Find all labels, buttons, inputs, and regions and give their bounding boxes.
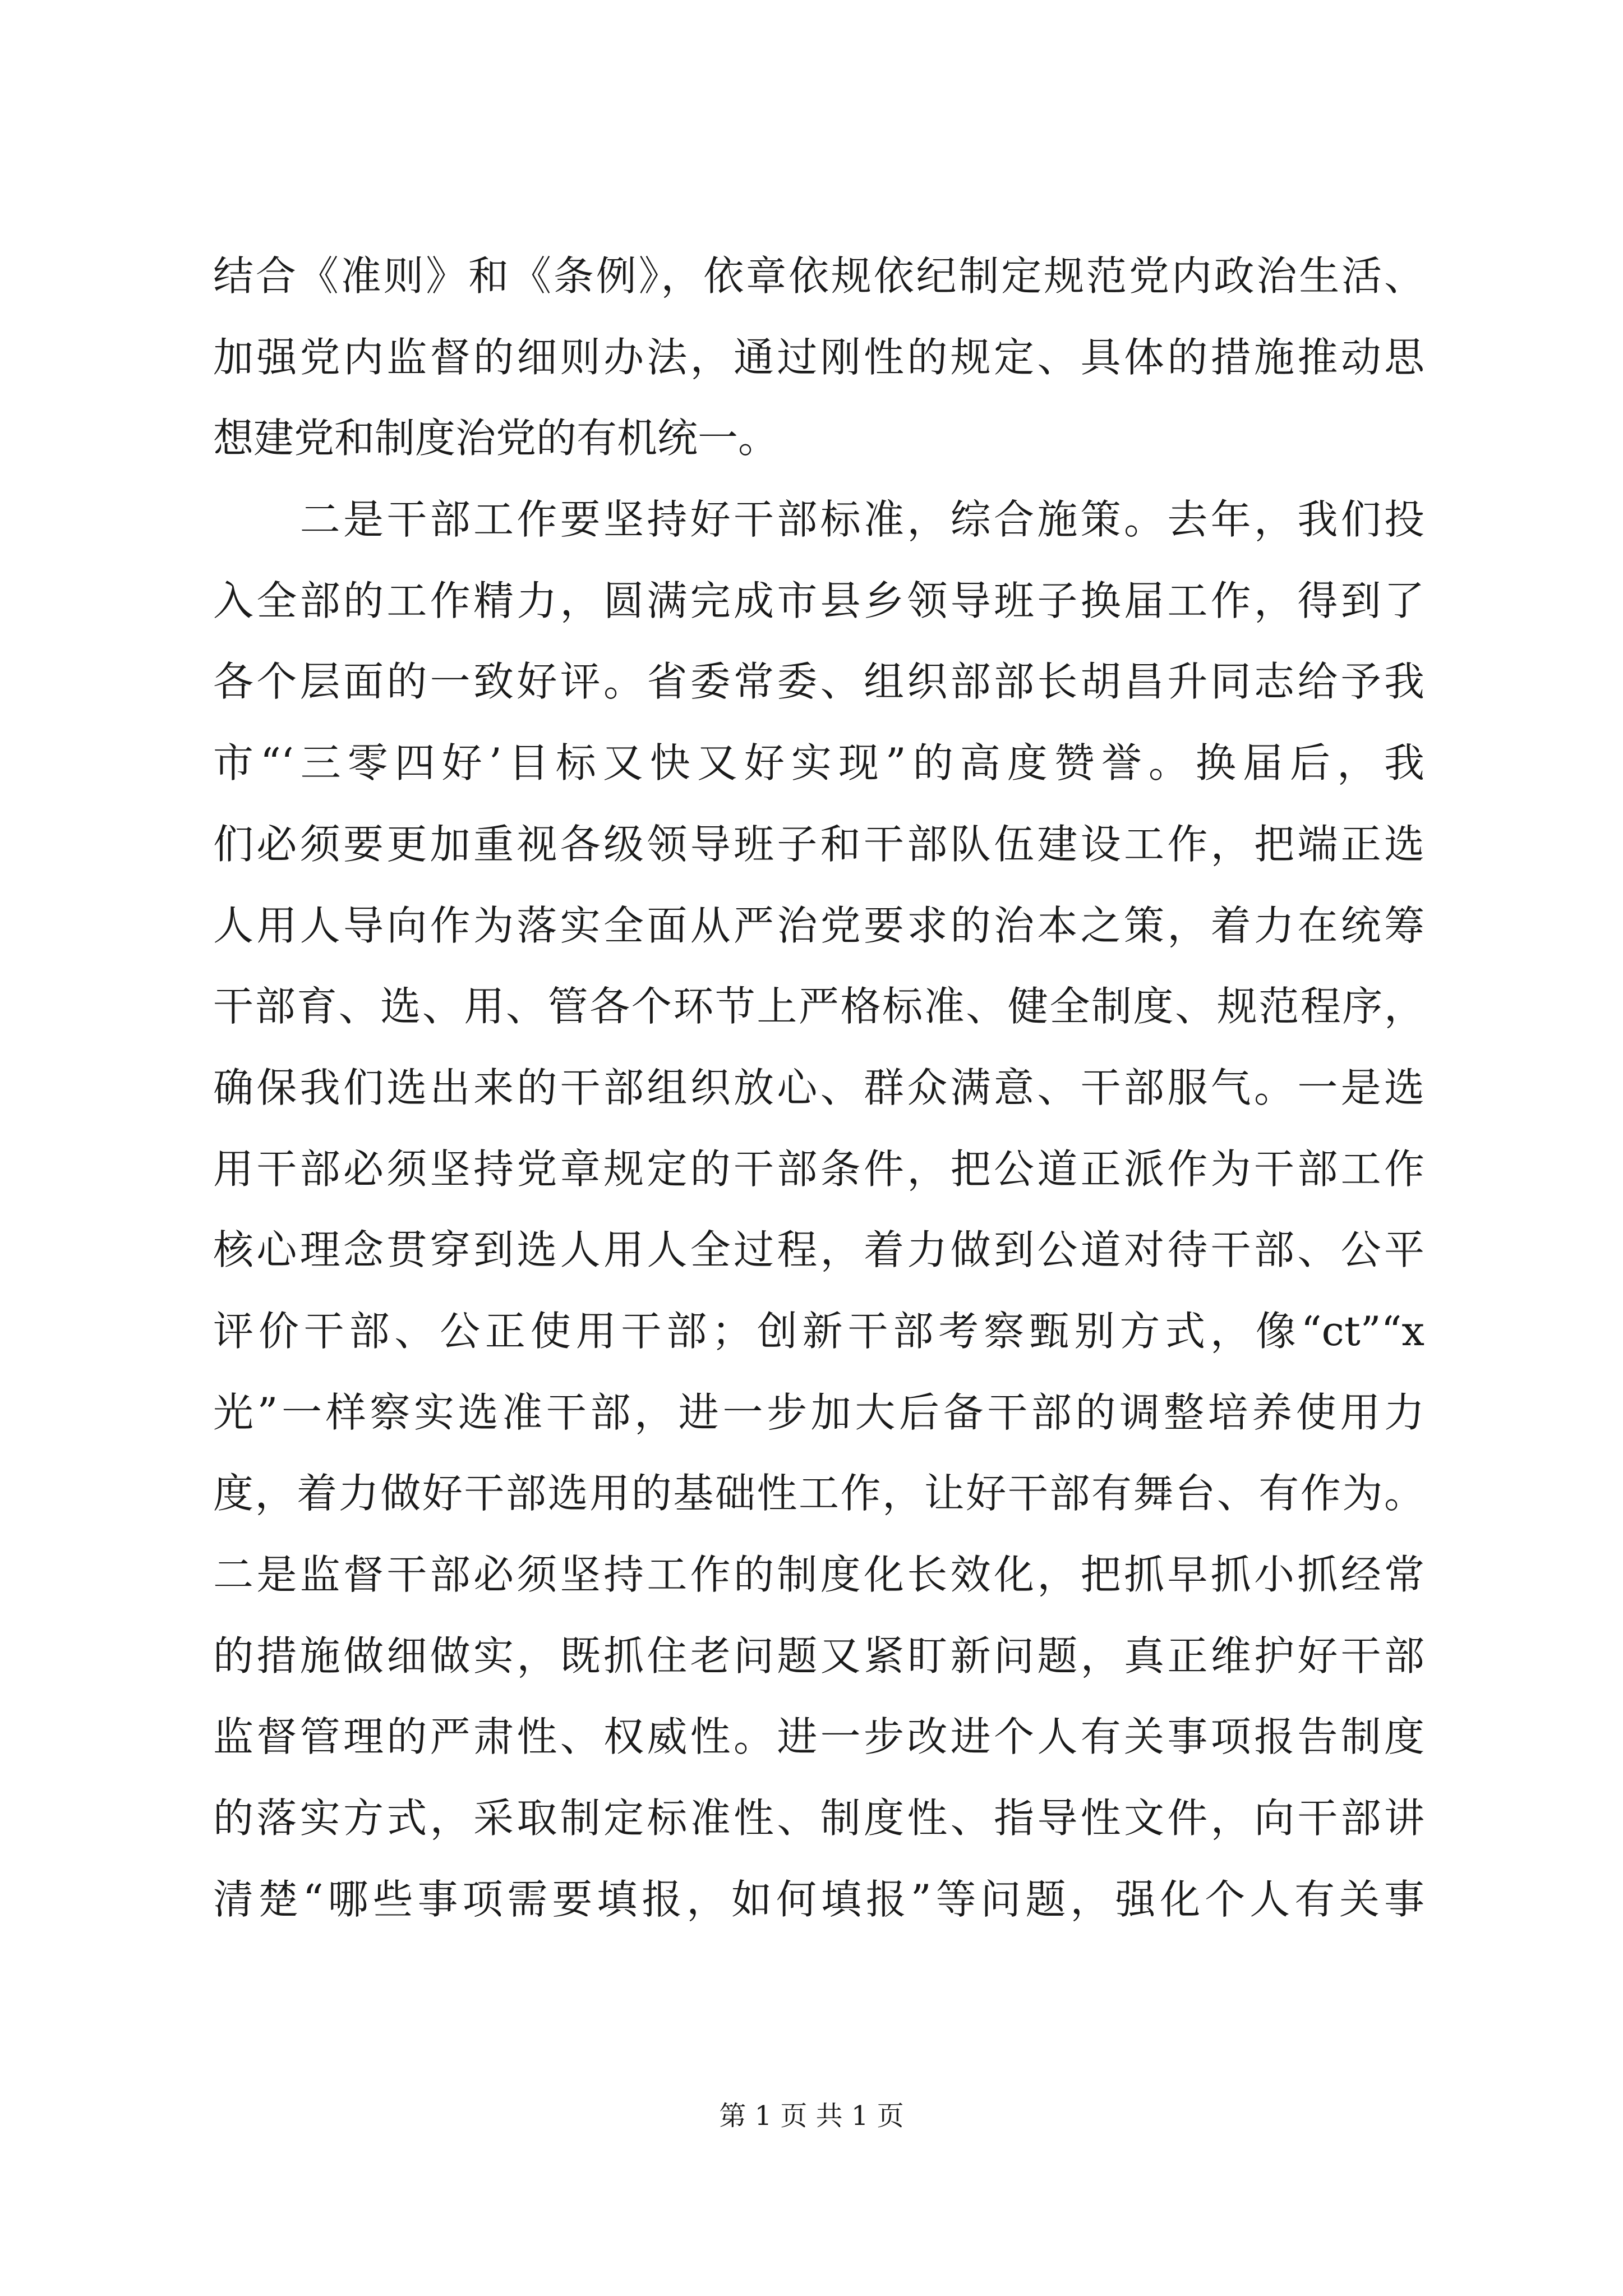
text-line: 度，着力做好干部选用的基础性工作，让好干部有舞台、有作为。 <box>213 1470 1424 1517</box>
text-line: 想建党和制度治党的有机统一。 <box>213 415 779 462</box>
page-number-label: 第 1 页 共 1 页 <box>719 2100 904 2132</box>
text-line: 清楚“哪些事项需要填报，如何填报”等问题，强化个人有关事 <box>213 1875 1424 1923</box>
text-line: 用干部必须坚持党章规定的干部条件，把公道正派作为干部工作 <box>213 1145 1424 1193</box>
text-line: 市“‘三零四好’目标又快又好实现”的高度赞誉。换届后，我 <box>213 739 1424 787</box>
body-text <box>213 236 1424 1940</box>
text-line: 确保我们选出来的干部组织放心、群众满意、干部服气。一是选 <box>213 1064 1424 1111</box>
text-line: 监督管理的严肃性、权威性。进一步改进个人有关事项报告制度 <box>213 1713 1424 1761</box>
text-line: 二是干部工作要坚持好干部标准，综合施策。去年，我们投 <box>213 496 1424 544</box>
text-line: 核心理念贯穿到选人用人全过程，着力做到公道对待干部、公平 <box>213 1226 1424 1274</box>
text-line: 结合《准则》和《条例》，依章依规依纪制定规范党内政治生活、 <box>213 252 1424 300</box>
text-line: 人用人导向作为落实全面从严治党要求的治本之策，着力在统筹 <box>213 901 1424 949</box>
text-line: 二是监督干部必须坚持工作的制度化长效化，把抓早抓小抓经常 <box>213 1551 1424 1598</box>
text-line: 光”一样察实选准干部，进一步加大后备干部的调整培养使用力 <box>213 1388 1424 1436</box>
text-line: 的落实方式，采取制定标准性、制度性、指导性文件，向干部讲 <box>213 1795 1424 1842</box>
text-line: 入全部的工作精力，圆满完成市县乡领导班子换届工作，得到了 <box>213 577 1424 624</box>
text-line: 评价干部、公正使用干部；创新干部考察甄别方式，像“ct”“x <box>213 1307 1424 1355</box>
page-footer <box>0 2099 1623 2133</box>
text-line: 干部育、选、用、管各个环节上严格标准、健全制度、规范程序， <box>213 983 1424 1030</box>
text-line: 各个层面的一致好评。省委常委、组织部部长胡昌升同志给予我 <box>213 658 1424 706</box>
text-line: 的措施做细做实，既抓住老问题又紧盯新问题，真正维护好干部 <box>213 1632 1424 1680</box>
text-line: 们必须要更加重视各级领导班子和干部队伍建设工作，把端正选 <box>213 820 1424 868</box>
text-line: 加强党内监督的细则办法，通过刚性的规定、具体的措施推动思 <box>213 333 1424 381</box>
